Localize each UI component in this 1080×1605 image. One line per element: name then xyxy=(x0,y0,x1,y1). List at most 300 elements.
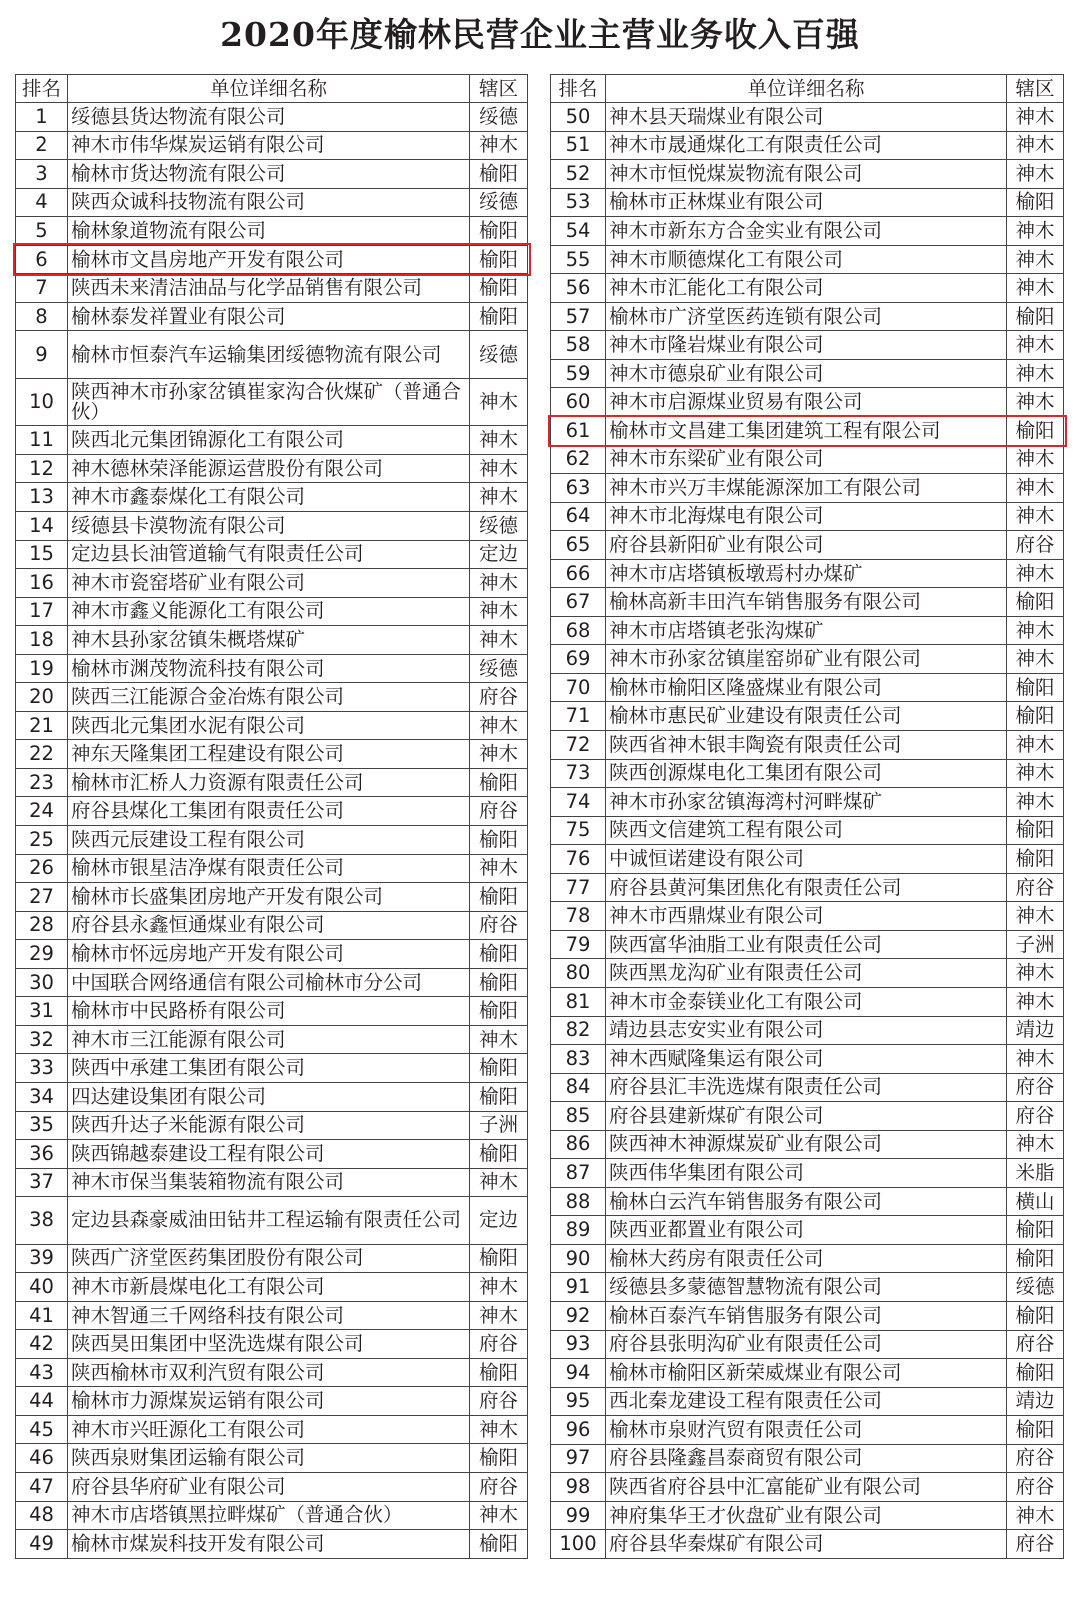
rank-cell: 67 xyxy=(551,588,606,617)
region-cell: 绥德 xyxy=(470,188,528,217)
rank-cell: 96 xyxy=(551,1416,606,1445)
rank-cell: 56 xyxy=(551,274,606,303)
table-row xyxy=(551,987,1064,1016)
table-row xyxy=(551,902,1064,931)
rank-cell: 66 xyxy=(551,559,606,588)
header-name: 单位详细名称 xyxy=(68,75,470,103)
rank-cell: 11 xyxy=(16,426,68,455)
table-header-row xyxy=(551,75,1064,103)
rank-cell: 87 xyxy=(551,1159,606,1188)
company-name-cell: 陕西未来清洁油品与化学品销售有限公司 xyxy=(68,274,470,303)
region-cell: 神木 xyxy=(1007,331,1064,360)
table-row xyxy=(16,131,528,160)
company-name-cell: 榆林市渊茂物流科技有限公司 xyxy=(68,654,470,683)
company-name-cell: 陕西锦越泰建设工程有限公司 xyxy=(68,1140,470,1169)
region-cell: 神木 xyxy=(470,1273,528,1302)
region-cell: 绥德 xyxy=(470,331,528,379)
table-row xyxy=(16,883,528,912)
rank-cell: 39 xyxy=(16,1244,68,1273)
company-name-cell: 陕西榆林市双利汽贸有限公司 xyxy=(68,1358,470,1387)
company-name-cell: 神木市顺德煤化工有限公司 xyxy=(606,245,1007,274)
region-cell: 榆阳 xyxy=(470,274,528,303)
rank-cell: 55 xyxy=(551,245,606,274)
region-cell: 府谷 xyxy=(1007,1473,1064,1502)
table-row xyxy=(551,1416,1064,1445)
region-cell: 神木 xyxy=(1007,645,1064,674)
region-cell: 府谷 xyxy=(470,797,528,826)
table-row xyxy=(16,274,528,303)
region-cell: 米脂 xyxy=(1007,1159,1064,1188)
region-cell: 神木 xyxy=(470,483,528,512)
region-cell: 神木 xyxy=(470,1025,528,1054)
table-row xyxy=(16,1387,528,1416)
company-name-cell: 榆林市文昌建工集团建筑工程有限公司 xyxy=(606,417,1007,446)
table-row xyxy=(16,968,528,997)
company-name-cell: 神府集华王才伙盘矿业有限公司 xyxy=(606,1501,1007,1530)
table-row xyxy=(551,1330,1064,1359)
rank-cell: 94 xyxy=(551,1359,606,1388)
rank-cell: 32 xyxy=(16,1025,68,1054)
table-row xyxy=(16,597,528,626)
header-region: 辖区 xyxy=(1007,75,1064,103)
rank-cell: 63 xyxy=(551,474,606,503)
rank-cell: 61 xyxy=(551,417,606,446)
company-name-cell: 陕西神木市孙家岔镇崔家沟合伙煤矿（普通合伙） xyxy=(68,378,470,426)
company-name-cell: 神木市启源煤业贸易有限公司 xyxy=(606,388,1007,417)
region-cell: 榆阳 xyxy=(1007,1416,1064,1445)
table-row xyxy=(551,302,1064,331)
company-name-cell: 榆林白云汽车销售服务有限公司 xyxy=(606,1187,1007,1216)
company-name-cell: 神木县天瑞煤业有限公司 xyxy=(606,103,1007,132)
rank-cell: 23 xyxy=(16,768,68,797)
rank-cell: 17 xyxy=(16,597,68,626)
table-row xyxy=(551,845,1064,874)
table-row xyxy=(16,1530,528,1559)
rank-cell: 70 xyxy=(551,673,606,702)
company-name-cell: 神木德林荣泽能源运营股份有限公司 xyxy=(68,454,470,483)
region-cell: 神木 xyxy=(1007,274,1064,303)
rank-cell: 24 xyxy=(16,797,68,826)
region-cell: 榆阳 xyxy=(1007,702,1064,731)
rank-cell: 51 xyxy=(551,131,606,160)
rank-cell: 37 xyxy=(16,1168,68,1197)
region-cell: 府谷 xyxy=(1007,1444,1064,1473)
company-name-cell: 神木市金泰镁业化工有限公司 xyxy=(606,987,1007,1016)
rank-cell: 74 xyxy=(551,788,606,817)
company-name-cell: 神木市兴旺源化工有限公司 xyxy=(68,1415,470,1444)
rank-cell: 7 xyxy=(16,274,68,303)
rank-cell: 16 xyxy=(16,569,68,598)
rank-cell: 18 xyxy=(16,626,68,655)
company-name-cell: 榆林百泰汽车销售服务有限公司 xyxy=(606,1301,1007,1330)
region-cell: 神木 xyxy=(1007,759,1064,788)
region-cell: 榆阳 xyxy=(470,302,528,331)
table-row xyxy=(551,474,1064,503)
table-row xyxy=(551,1444,1064,1473)
table-row xyxy=(551,502,1064,531)
region-cell: 神木 xyxy=(1007,103,1064,132)
region-cell: 神木 xyxy=(1007,388,1064,417)
company-name-cell: 陕西众诚科技物流有限公司 xyxy=(68,188,470,217)
company-name-cell: 府谷县建新煤矿有限公司 xyxy=(606,1102,1007,1131)
region-cell: 绥德 xyxy=(470,512,528,541)
region-cell: 榆阳 xyxy=(470,1358,528,1387)
rank-cell: 68 xyxy=(551,616,606,645)
table-row xyxy=(551,1045,1064,1074)
company-name-cell: 绥德县货达物流有限公司 xyxy=(68,103,470,132)
region-cell: 榆阳 xyxy=(470,997,528,1026)
region-cell: 榆阳 xyxy=(1007,417,1064,446)
rank-cell: 3 xyxy=(16,160,68,189)
region-cell: 榆阳 xyxy=(1007,1216,1064,1245)
company-name-cell: 榆林市中民路桥有限公司 xyxy=(68,997,470,1026)
rank-cell: 69 xyxy=(551,645,606,674)
table-row xyxy=(551,702,1064,731)
company-name-cell: 神东天隆集团工程建设有限公司 xyxy=(68,740,470,769)
table-row xyxy=(16,103,528,132)
table-row xyxy=(16,683,528,712)
region-cell: 神木 xyxy=(1007,160,1064,189)
table-row xyxy=(16,768,528,797)
rank-cell: 59 xyxy=(551,359,606,388)
company-name-cell: 陕西省府谷县中汇富能矿业有限公司 xyxy=(606,1473,1007,1502)
rank-cell: 44 xyxy=(16,1387,68,1416)
table-row xyxy=(16,378,528,426)
company-name-cell: 榆林泰发祥置业有限公司 xyxy=(68,302,470,331)
table-row xyxy=(551,873,1064,902)
table-row xyxy=(551,1187,1064,1216)
rank-cell: 40 xyxy=(16,1273,68,1302)
table-row xyxy=(16,997,528,1026)
table-row xyxy=(16,826,528,855)
company-name-cell: 榆林高新丰田汽车销售服务有限公司 xyxy=(606,588,1007,617)
table-row xyxy=(551,788,1064,817)
table-row xyxy=(551,759,1064,788)
rank-cell: 41 xyxy=(16,1301,68,1330)
table-row xyxy=(16,911,528,940)
company-name-cell: 绥德县卡漠物流有限公司 xyxy=(68,512,470,541)
region-cell: 神木 xyxy=(470,378,528,426)
region-cell: 榆阳 xyxy=(470,1054,528,1083)
rank-cell: 19 xyxy=(16,654,68,683)
company-name-cell: 神木市兴万丰煤能源深加工有限公司 xyxy=(606,474,1007,503)
rank-cell: 95 xyxy=(551,1387,606,1416)
region-cell: 神木 xyxy=(1007,445,1064,474)
table-row xyxy=(551,930,1064,959)
company-name-cell: 榆林象道物流有限公司 xyxy=(68,217,470,246)
company-name-cell: 陕西元辰建设工程有限公司 xyxy=(68,826,470,855)
region-cell: 神木 xyxy=(1007,559,1064,588)
table-row xyxy=(16,1358,528,1387)
company-name-cell: 榆林市恒泰汽车运输集团绥德物流有限公司 xyxy=(68,331,470,379)
company-name-cell: 神木市三江能源有限公司 xyxy=(68,1025,470,1054)
rank-cell: 34 xyxy=(16,1082,68,1111)
rank-cell: 72 xyxy=(551,731,606,760)
region-cell: 神木 xyxy=(470,131,528,160)
company-name-cell: 府谷县新阳矿业有限公司 xyxy=(606,531,1007,560)
company-name-cell: 榆林市货达物流有限公司 xyxy=(68,160,470,189)
company-name-cell: 陕西泉财集团运输有限公司 xyxy=(68,1444,470,1473)
company-name-cell: 榆林市泉财汽贸有限责任公司 xyxy=(606,1416,1007,1445)
company-name-cell: 神木市鑫义能源化工有限公司 xyxy=(68,597,470,626)
table-row xyxy=(16,160,528,189)
region-cell: 神木 xyxy=(1007,131,1064,160)
company-name-cell: 府谷县汇丰洗选煤有限责任公司 xyxy=(606,1073,1007,1102)
rank-cell: 26 xyxy=(16,854,68,883)
company-name-cell: 神木市东梁矿业有限公司 xyxy=(606,445,1007,474)
table-row xyxy=(16,512,528,541)
table-row xyxy=(16,1244,528,1273)
company-name-cell: 神木市晟通煤化工有限责任公司 xyxy=(606,131,1007,160)
company-name-cell: 神木县孙家岔镇朱概塔煤矿 xyxy=(68,626,470,655)
region-cell: 神木 xyxy=(470,426,528,455)
company-name-cell: 陕西北元集团锦源化工有限公司 xyxy=(68,426,470,455)
table-header-row xyxy=(16,75,528,103)
region-cell: 榆阳 xyxy=(470,1530,528,1559)
rank-cell: 43 xyxy=(16,1358,68,1387)
rank-cell: 83 xyxy=(551,1045,606,1074)
region-cell: 榆阳 xyxy=(470,1244,528,1273)
rank-cell: 93 xyxy=(551,1330,606,1359)
region-cell: 绥德 xyxy=(470,103,528,132)
company-name-cell: 榆林市正林煤业有限公司 xyxy=(606,188,1007,217)
table-row xyxy=(551,1159,1064,1188)
rank-cell: 50 xyxy=(551,103,606,132)
company-name-cell: 定边县长油管道输气有限责任公司 xyxy=(68,540,470,569)
company-name-cell: 神木市保当集装箱物流有限公司 xyxy=(68,1168,470,1197)
region-cell: 府谷 xyxy=(1007,531,1064,560)
table-row xyxy=(551,1359,1064,1388)
company-name-cell: 榆林大药房有限责任公司 xyxy=(606,1244,1007,1273)
rank-cell: 9 xyxy=(16,331,68,379)
region-cell: 绥德 xyxy=(1007,1273,1064,1302)
region-cell: 神木 xyxy=(1007,474,1064,503)
table-row xyxy=(16,740,528,769)
company-name-cell: 神木智通三千网络科技有限公司 xyxy=(68,1301,470,1330)
rank-cell: 28 xyxy=(16,911,68,940)
company-name-cell: 陕西升达子米能源有限公司 xyxy=(68,1111,470,1140)
company-name-cell: 神木市德泉矿业有限公司 xyxy=(606,359,1007,388)
region-cell: 神木 xyxy=(470,569,528,598)
region-cell: 榆阳 xyxy=(470,826,528,855)
table-row xyxy=(16,217,528,246)
region-cell: 神木 xyxy=(1007,987,1064,1016)
table-row xyxy=(16,626,528,655)
rank-cell: 91 xyxy=(551,1273,606,1302)
table-row xyxy=(551,1530,1064,1559)
table-row xyxy=(16,1025,528,1054)
table-row xyxy=(16,797,528,826)
table-row xyxy=(16,854,528,883)
table-row xyxy=(551,103,1064,132)
company-name-cell: 陕西黑龙沟矿业有限责任公司 xyxy=(606,959,1007,988)
table-row xyxy=(551,359,1064,388)
rank-cell: 82 xyxy=(551,1016,606,1045)
table-row xyxy=(16,426,528,455)
company-name-cell: 陕西北元集团水泥有限公司 xyxy=(68,711,470,740)
company-name-cell: 陕西文信建筑工程有限公司 xyxy=(606,816,1007,845)
region-cell: 府谷 xyxy=(1007,1102,1064,1131)
region-cell: 神木 xyxy=(1007,788,1064,817)
company-name-cell: 神木市孙家岔镇崖窑峁矿业有限公司 xyxy=(606,645,1007,674)
region-cell: 神木 xyxy=(1007,217,1064,246)
table-row xyxy=(551,388,1064,417)
table-row xyxy=(16,1273,528,1302)
region-cell: 府谷 xyxy=(470,1473,528,1502)
rank-cell: 36 xyxy=(16,1140,68,1169)
rank-cell: 73 xyxy=(551,759,606,788)
table-row xyxy=(16,1301,528,1330)
company-name-cell: 榆林市广济堂医药连锁有限公司 xyxy=(606,302,1007,331)
region-cell: 神木 xyxy=(470,597,528,626)
rank-cell: 54 xyxy=(551,217,606,246)
rank-cell: 57 xyxy=(551,302,606,331)
region-cell: 神木 xyxy=(1007,1045,1064,1074)
company-name-cell: 榆林市长盛集团房地产开发有限公司 xyxy=(68,883,470,912)
table-row xyxy=(551,1102,1064,1131)
table-row xyxy=(16,940,528,969)
company-name-cell: 神木市隆岩煤业有限公司 xyxy=(606,331,1007,360)
region-cell: 榆阳 xyxy=(470,968,528,997)
company-name-cell: 神木市西鼎煤业有限公司 xyxy=(606,902,1007,931)
region-cell: 榆阳 xyxy=(470,883,528,912)
company-name-cell: 陕西省神木银丰陶瓷有限责任公司 xyxy=(606,731,1007,760)
company-name-cell: 陕西昊田集团中坚洗选煤有限公司 xyxy=(68,1330,470,1359)
company-name-cell: 神木市北海煤电有限公司 xyxy=(606,502,1007,531)
table-row xyxy=(551,274,1064,303)
region-cell: 榆阳 xyxy=(1007,1301,1064,1330)
table-row xyxy=(16,483,528,512)
rank-cell: 13 xyxy=(16,483,68,512)
rank-cell: 4 xyxy=(16,188,68,217)
rank-cell: 97 xyxy=(551,1444,606,1473)
company-name-cell: 榆林市力源煤炭运销有限公司 xyxy=(68,1387,470,1416)
region-cell: 府谷 xyxy=(1007,1073,1064,1102)
rank-cell: 48 xyxy=(16,1501,68,1530)
region-cell: 神木 xyxy=(1007,502,1064,531)
region-cell: 榆阳 xyxy=(470,1082,528,1111)
table-row xyxy=(551,616,1064,645)
rank-cell: 47 xyxy=(16,1473,68,1502)
table-row xyxy=(16,654,528,683)
table-row xyxy=(551,1473,1064,1502)
table-row xyxy=(551,1273,1064,1302)
region-cell: 神木 xyxy=(470,740,528,769)
rank-cell: 76 xyxy=(551,845,606,874)
table-row xyxy=(551,1301,1064,1330)
rank-cell: 5 xyxy=(16,217,68,246)
company-name-cell: 府谷县黄河集团焦化有限责任公司 xyxy=(606,873,1007,902)
table-row xyxy=(16,188,528,217)
region-cell: 神木 xyxy=(1007,1130,1064,1159)
region-cell: 神木 xyxy=(470,854,528,883)
table-row xyxy=(16,569,528,598)
rank-cell: 8 xyxy=(16,302,68,331)
table-row xyxy=(551,1244,1064,1273)
company-name-cell: 榆林市惠民矿业建设有限责任公司 xyxy=(606,702,1007,731)
region-cell: 府谷 xyxy=(470,683,528,712)
rank-cell: 1 xyxy=(16,103,68,132)
region-cell: 靖边 xyxy=(1007,1387,1064,1416)
company-name-cell: 定边县森豪威油田钻井工程运输有限责任公司 xyxy=(68,1197,470,1245)
region-cell: 神木 xyxy=(470,626,528,655)
region-cell: 榆阳 xyxy=(1007,816,1064,845)
table-row xyxy=(551,331,1064,360)
rank-cell: 52 xyxy=(551,160,606,189)
table-row xyxy=(16,245,528,274)
rank-cell: 14 xyxy=(16,512,68,541)
table-row xyxy=(16,711,528,740)
region-cell: 神木 xyxy=(1007,245,1064,274)
rank-cell: 85 xyxy=(551,1102,606,1131)
company-name-cell: 榆林市汇桥人力资源有限责任公司 xyxy=(68,768,470,797)
rank-cell: 78 xyxy=(551,902,606,931)
table-row xyxy=(551,1130,1064,1159)
region-cell: 府谷 xyxy=(470,1330,528,1359)
region-cell: 神木 xyxy=(470,1168,528,1197)
table-row xyxy=(16,454,528,483)
rank-cell: 100 xyxy=(551,1530,606,1559)
table-row xyxy=(551,417,1064,446)
table-row xyxy=(551,217,1064,246)
region-cell: 子洲 xyxy=(1007,930,1064,959)
rank-cell: 25 xyxy=(16,826,68,855)
rank-cell: 88 xyxy=(551,1187,606,1216)
table-row xyxy=(16,1082,528,1111)
company-name-cell: 神木市汇能化工有限公司 xyxy=(606,274,1007,303)
company-name-cell: 陕西亚都置业有限公司 xyxy=(606,1216,1007,1245)
company-name-cell: 神木西赋隆集运有限公司 xyxy=(606,1045,1007,1074)
table-row xyxy=(551,1016,1064,1045)
table-row xyxy=(16,1111,528,1140)
header-name: 单位详细名称 xyxy=(606,75,1007,103)
company-name-cell: 中诚恒诺建设有限公司 xyxy=(606,845,1007,874)
company-name-cell: 神木市新晨煤电化工有限公司 xyxy=(68,1273,470,1302)
region-cell: 榆阳 xyxy=(470,768,528,797)
rank-cell: 86 xyxy=(551,1130,606,1159)
rank-cell: 89 xyxy=(551,1216,606,1245)
region-cell: 榆阳 xyxy=(1007,302,1064,331)
region-cell: 府谷 xyxy=(470,1387,528,1416)
table-row xyxy=(551,673,1064,702)
region-cell: 府谷 xyxy=(1007,1330,1064,1359)
table-row xyxy=(16,331,528,379)
region-cell: 榆阳 xyxy=(470,1140,528,1169)
table-row xyxy=(551,959,1064,988)
company-name-cell: 中国联合网络通信有限公司榆林市分公司 xyxy=(68,968,470,997)
company-name-cell: 神木市店塔镇老张沟煤矿 xyxy=(606,616,1007,645)
company-name-cell: 榆林市榆阳区隆盛煤业有限公司 xyxy=(606,673,1007,702)
rank-cell: 29 xyxy=(16,940,68,969)
rank-cell: 42 xyxy=(16,1330,68,1359)
rank-cell: 35 xyxy=(16,1111,68,1140)
region-cell: 神木 xyxy=(1007,959,1064,988)
company-name-cell: 府谷县隆鑫昌泰商贸有限公司 xyxy=(606,1444,1007,1473)
region-cell: 府谷 xyxy=(470,911,528,940)
region-cell: 神木 xyxy=(470,454,528,483)
company-name-cell: 榆林市银星洁净煤有限责任公司 xyxy=(68,854,470,883)
region-cell: 榆阳 xyxy=(470,217,528,246)
rank-cell: 49 xyxy=(16,1530,68,1559)
table-row xyxy=(551,131,1064,160)
region-cell: 横山 xyxy=(1007,1187,1064,1216)
rank-cell: 45 xyxy=(16,1415,68,1444)
company-name-cell: 府谷县华秦煤矿有限公司 xyxy=(606,1530,1007,1559)
rank-cell: 99 xyxy=(551,1501,606,1530)
rank-cell: 21 xyxy=(16,711,68,740)
table-row xyxy=(551,188,1064,217)
table-row xyxy=(16,1444,528,1473)
